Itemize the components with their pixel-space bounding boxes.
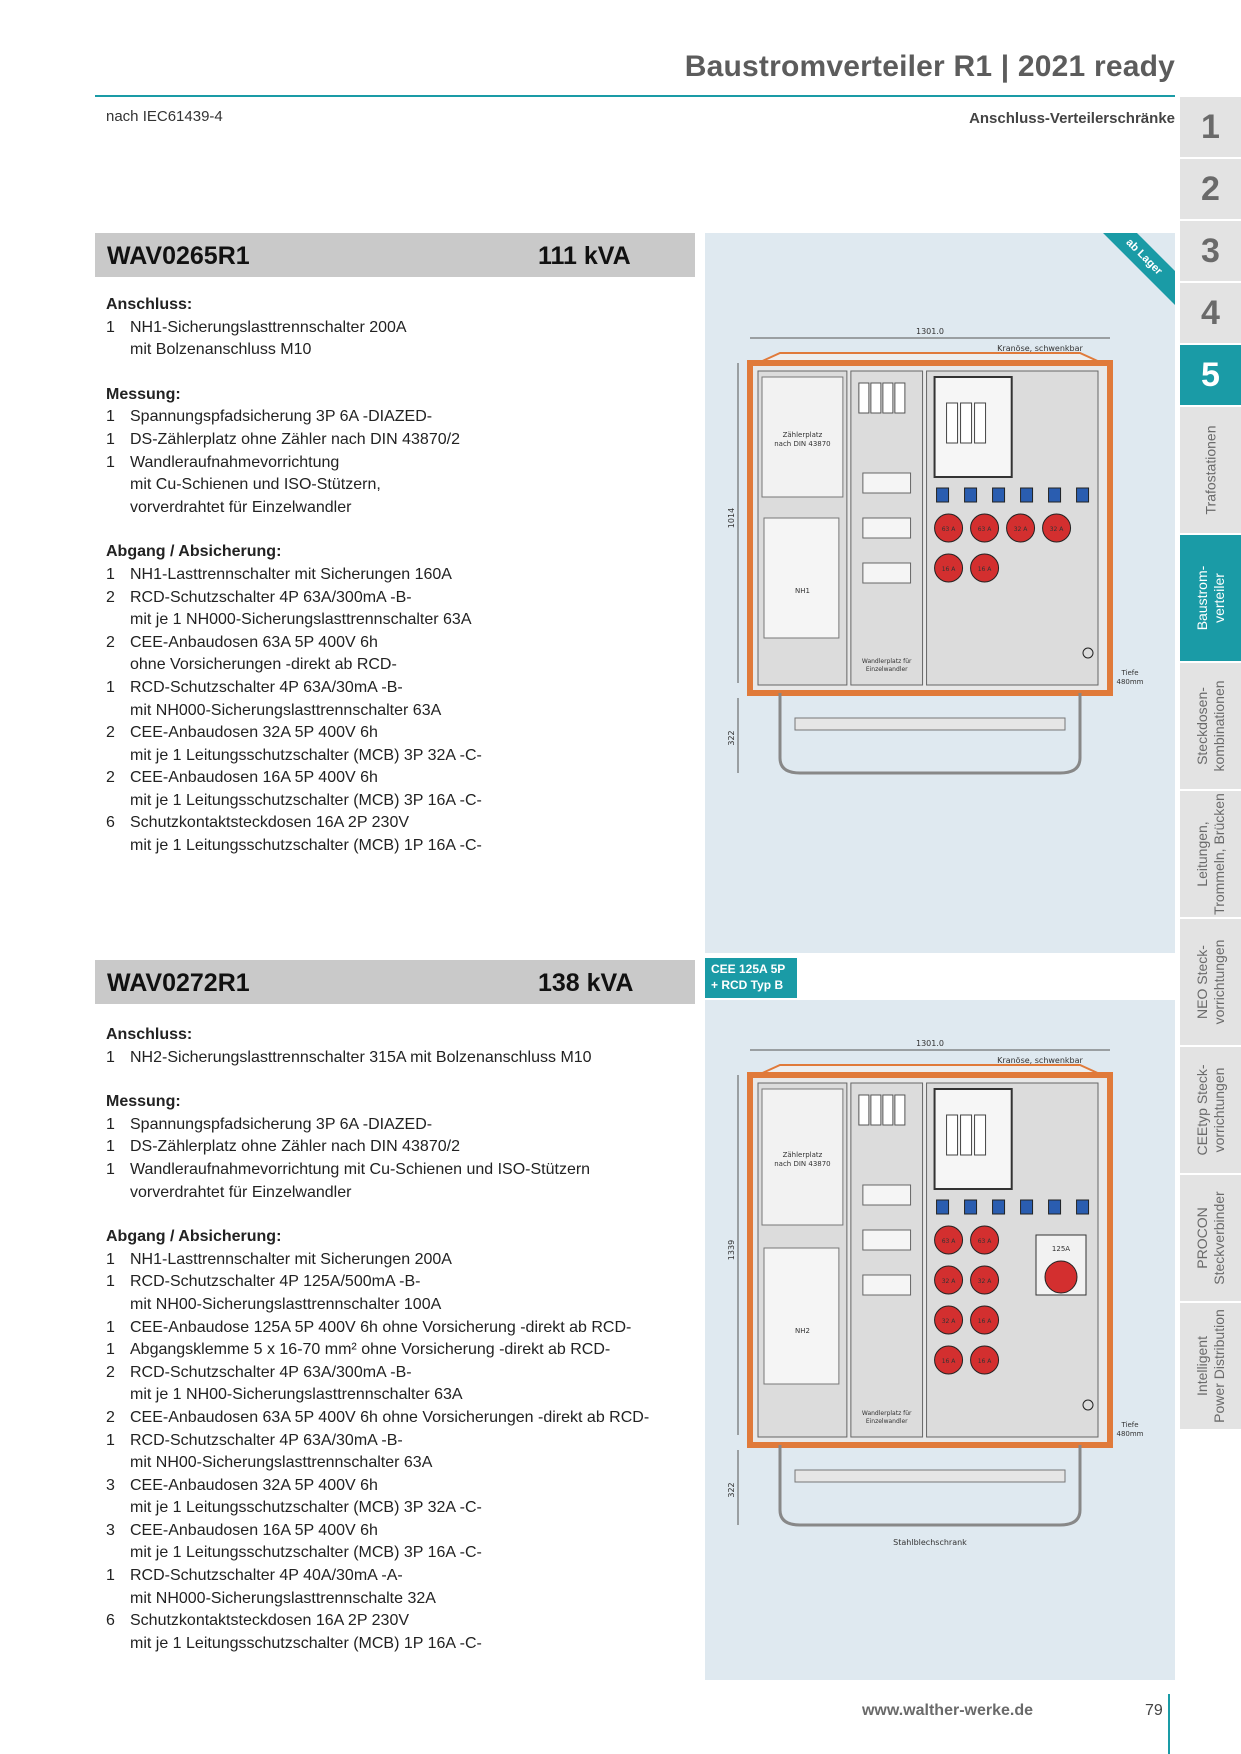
height-dimension-label: 1014	[727, 507, 736, 529]
spec-heading: Messung:	[106, 1093, 181, 1111]
base-dimension-label: 322	[727, 730, 736, 746]
spec-quantity: 2	[106, 588, 115, 606]
spec-text: CEE-Anbaudosen 32A 5P 400V 6h mit je 1 Leitungsschutzschalter (MCB) 3P 32A -C-	[130, 724, 482, 764]
spec-text: CEE-Anbaudosen 63A 5P 400V 6h ohne Vorsicherungen -direkt ab RCD-	[130, 1408, 650, 1426]
width-dimension-label: 1301.0	[916, 327, 944, 336]
cabinet-stand	[780, 693, 1080, 773]
cee-socket-label: 63 A	[977, 526, 992, 533]
spec-item	[106, 1475, 686, 1520]
spec-item	[106, 1047, 686, 1070]
mcb	[965, 1200, 977, 1214]
tab-intelligent-power[interactable]: Intelligent Power Distribution	[1180, 1303, 1241, 1431]
header-rule	[95, 95, 1175, 97]
breaker	[975, 403, 986, 443]
breaker	[961, 403, 972, 443]
spec-text: CEE-Anbaudose 125A 5P 400V 6h ohne Vorsicherung -direkt ab RCD-	[130, 1318, 632, 1336]
breaker	[947, 403, 958, 443]
spec-quantity: 1	[106, 1567, 115, 1585]
spec-text: NH2-Sicherungslasttrennschalter 315A mit Bolzenanschluss M10	[130, 1048, 592, 1066]
spec-item	[106, 1610, 686, 1655]
transformer-space-label: Einzelwandler	[865, 666, 908, 673]
cee-125a-socket-label: 125A	[1051, 1245, 1071, 1253]
cee-socket-label: 16 A	[941, 566, 956, 573]
spec-item	[106, 722, 686, 767]
width-dimension-label: 1301.0	[916, 1039, 944, 1048]
spec-text: RCD-Schutzschalter 4P 63A/30mA -B- mit NH00-Sicherungslasttrennschalter 63A	[130, 1431, 433, 1472]
mcb	[993, 488, 1005, 502]
spec-item	[106, 317, 686, 362]
spec-text: DS-Zählerplatz ohne Zähler nach DIN 43870/2	[130, 430, 460, 448]
cee-socket-label: 16 A	[977, 1358, 992, 1365]
tab-baustromverteiler[interactable]: Baustrom- verteiler	[1180, 535, 1241, 663]
spec-text: RCD-Schutzschalter 4P 63A/30mA -B- mit NH000-Sicherungslasttrennschalter 63A	[130, 678, 442, 719]
fuse-module	[895, 1095, 905, 1125]
spec-text: Schutzkontaktsteckdosen 16A 2P 230V mit je 1 Leitungsschutzschalter (MCB) 1P 16A -C-	[130, 814, 482, 855]
stock-ribbon: ab Lager	[1090, 233, 1175, 311]
spec-item	[106, 1136, 686, 1159]
section-title: Anschluss-Verteilerschränke	[969, 110, 1175, 127]
depth-label: Tiefe	[1121, 1421, 1139, 1429]
nh-switch-label: NH2	[794, 1327, 810, 1335]
spec-text: Wandleraufnahmevorrichtung mit Cu-Schienen und ISO-Stützern vorverdrahtet für Einzelwandler	[130, 1160, 591, 1201]
spec-item	[106, 452, 686, 520]
current-transformer	[863, 563, 911, 583]
spec-item	[106, 406, 686, 429]
depth-label: Tiefe	[1121, 669, 1139, 677]
spec-text: CEE-Anbaudosen 63A 5P 400V 6h ohne Vorsicherungen -direkt ab RCD-	[130, 633, 397, 674]
spec-heading: Abgang / Absicherung:	[106, 1228, 282, 1246]
spec-quantity: 1	[106, 430, 115, 448]
product-code: WAV0272R1	[107, 969, 250, 997]
spec-quantity: 2	[106, 724, 115, 742]
spec-item	[106, 812, 686, 857]
mcb	[993, 1200, 1005, 1214]
cee-socket-label: 16 A	[977, 566, 992, 573]
spec-item	[106, 1249, 686, 1272]
spec-text: Spannungspfadsicherung 3P 6A -DIAZED-	[130, 408, 433, 426]
fuse-module	[895, 383, 905, 413]
tab-leitungen[interactable]: Leitungen, Trommeln, Brücken	[1180, 791, 1241, 919]
spec-item	[106, 1317, 686, 1340]
spec-item	[106, 1430, 686, 1475]
cabinet-compartment	[851, 1083, 923, 1437]
transformer-space-label: Einzelwandler	[865, 1418, 908, 1425]
feature-badge: CEE 125A 5P + RCD Typ B	[705, 958, 797, 998]
spec-item	[106, 1565, 686, 1610]
meter-space-label: nach DIN 43870	[774, 1160, 831, 1168]
mcb	[937, 1200, 949, 1214]
spec-quantity: 1	[106, 565, 115, 583]
crane-eyelet-label: Kranöse, schwenkbar	[997, 344, 1083, 353]
current-transformer	[863, 1230, 911, 1250]
spec-text: RCD-Schutzschalter 4P 63A/300mA -B- mit je 1 NH00-Sicherungslasttrennschalter 63A	[130, 1363, 463, 1404]
product-drawing-2	[705, 1000, 1175, 1680]
fuse-module	[859, 383, 869, 413]
base-plate	[795, 718, 1065, 730]
tab-chapter-2[interactable]: 2	[1180, 159, 1241, 221]
standard-note: nach IEC61439-4	[106, 108, 223, 125]
mcb	[1049, 1200, 1061, 1214]
product-code: WAV0265R1	[107, 242, 250, 270]
cee-socket-label: 16 A	[977, 1318, 992, 1325]
spacer	[106, 519, 686, 541]
spec-text: NH1-Lasttrennschalter mit Sicherungen 200A	[130, 1250, 452, 1268]
spec-item	[106, 1271, 686, 1316]
spec-item	[106, 1520, 686, 1565]
cee-socket-label: 63 A	[977, 1238, 992, 1245]
base-dimension-label: 322	[727, 1482, 736, 1498]
tab-neo-steckvorrichtungen[interactable]: NEO Steck- vorrichtungen	[1180, 919, 1241, 1047]
spec-text: RCD-Schutzschalter 4P 40A/30mA -A- mit NH000-Sicherungslasttrennschalte 32A	[130, 1567, 436, 1607]
product-spec-2	[106, 1024, 686, 1655]
base-plate	[795, 1470, 1065, 1482]
transformer-space-label: Wandlerplatz für	[861, 1410, 912, 1417]
spec-heading: Anschluss:	[106, 296, 193, 313]
cee-socket-label: 32 A	[941, 1318, 956, 1325]
breaker	[975, 1115, 986, 1155]
cabinet-schematic	[705, 233, 1175, 953]
spec-quantity: 1	[106, 453, 115, 471]
spec-item	[106, 1114, 686, 1137]
spacer	[106, 1204, 686, 1226]
spec-quantity: 1	[106, 408, 115, 426]
fuse-module	[883, 383, 893, 413]
spec-item	[106, 677, 686, 722]
mcb	[1077, 488, 1089, 502]
mcb	[1049, 488, 1061, 502]
fuse-module	[871, 1095, 881, 1125]
tab-steckdosenkombinationen[interactable]: Steckdosen- kombinationen	[1180, 663, 1241, 791]
spacer	[106, 362, 686, 384]
current-transformer	[863, 518, 911, 538]
spec-heading: Abgang / Absicherung:	[106, 543, 282, 561]
product-power: 111 kVA	[538, 242, 631, 270]
spec-quantity: 1	[106, 1318, 115, 1336]
spec-text: RCD-Schutzschalter 4P 63A/300mA -B- mit je 1 NH000-Sicherungslasttrennschalter 63A	[130, 588, 472, 629]
nh-switch	[764, 1248, 839, 1384]
spec-quantity: 3	[106, 1521, 115, 1539]
tab-procon-steckverbinder[interactable]: PROCON Steckverbinder	[1180, 1175, 1241, 1303]
spec-quantity: 3	[106, 1476, 115, 1494]
tab-chapter-5[interactable]: 5	[1180, 345, 1241, 407]
spec-quantity: 1	[106, 1273, 115, 1291]
spec-item	[106, 564, 686, 587]
current-transformer	[863, 473, 911, 493]
spec-quantity: 1	[106, 1115, 115, 1133]
cee-socket-label: 32 A	[941, 1278, 956, 1285]
spec-text: Abgangsklemme 5 x 16-70 mm² ohne Vorsicherung -direkt ab RCD-	[130, 1341, 611, 1359]
cee-socket-label: 32 A	[977, 1278, 992, 1285]
product-spec-1	[106, 294, 686, 858]
cee-socket-label: 32 A	[1013, 526, 1028, 533]
tab-trafostationen[interactable]: Trafostationen	[1180, 407, 1241, 535]
spec-quantity: 2	[106, 1363, 115, 1381]
tab-chapter-4[interactable]: 4	[1180, 283, 1241, 345]
mcb	[1077, 1200, 1089, 1214]
tab-chapter-1[interactable]: 1	[1180, 97, 1241, 159]
spec-quantity: 6	[106, 1612, 115, 1630]
spec-text: Schutzkontaktsteckdosen 16A 2P 230V mit je 1 Leitungsschutzschalter (MCB) 1P 16A -C-	[130, 1612, 482, 1652]
footer-rule	[1168, 1694, 1170, 1754]
spec-text: Spannungspfadsicherung 3P 6A -DIAZED-	[130, 1115, 433, 1133]
spec-quantity: 1	[106, 1160, 115, 1178]
spec-text: DS-Zählerplatz ohne Zähler nach DIN 43870/2	[130, 1138, 460, 1156]
spec-item	[106, 1159, 686, 1204]
transformer-space-label: Wandlerplatz für	[861, 658, 912, 665]
spec-text: CEE-Anbaudosen 16A 5P 400V 6h mit je 1 Leitungsschutzschalter (MCB) 3P 16A -C-	[130, 769, 482, 809]
spec-item	[106, 767, 686, 812]
spec-item	[106, 587, 686, 632]
cee-125a-socket-body	[1045, 1261, 1077, 1293]
tab-chapter-3[interactable]: 3	[1180, 221, 1241, 283]
spec-item	[106, 1339, 686, 1362]
spec-item	[106, 632, 686, 677]
page-title: Baustromverteiler R1 | 2021 ready	[684, 50, 1175, 83]
nh-switch	[764, 518, 839, 638]
spec-quantity: 1	[106, 1250, 115, 1268]
fuse-module	[871, 383, 881, 413]
spec-quantity: 1	[106, 1341, 115, 1359]
fuse-module	[859, 1095, 869, 1125]
spec-quantity: 2	[106, 769, 115, 787]
spec-quantity: 6	[106, 814, 115, 832]
cee-socket-label: 16 A	[941, 1358, 956, 1365]
depth-label: 480mm	[1116, 678, 1144, 686]
current-transformer	[863, 1275, 911, 1295]
spec-heading: Messung:	[106, 385, 181, 403]
spec-quantity: 1	[106, 1138, 115, 1156]
mcb	[1021, 1200, 1033, 1214]
spec-quantity: 1	[106, 318, 115, 336]
breaker	[961, 1115, 972, 1155]
product-header-1	[95, 233, 695, 277]
spec-text: NH1-Lasttrennschalter mit Sicherungen 160A	[130, 565, 452, 583]
nh-switch-label: NH1	[794, 587, 810, 595]
meter-space-label: Zählerplatz	[782, 431, 823, 439]
cabinet-stand	[780, 1445, 1080, 1525]
meter-space-label: Zählerplatz	[782, 1151, 823, 1159]
cee-socket-label: 32 A	[1049, 526, 1064, 533]
spec-text: Wandleraufnahmevorrichtung mit Cu-Schienen und ISO-Stützern, vorverdrahtet für Einzelwandler	[130, 453, 381, 516]
spec-item	[106, 1407, 686, 1430]
cabinet-schematic	[705, 1000, 1175, 1680]
chapter-tabs	[1180, 97, 1241, 1431]
current-transformer	[863, 1185, 911, 1205]
page-number: 79	[1145, 1702, 1163, 1719]
cabinet-label: Stahlblechschrank	[893, 1538, 967, 1547]
spec-heading: Anschluss:	[106, 1026, 193, 1043]
spec-item	[106, 1362, 686, 1407]
meter-space-label: nach DIN 43870	[774, 440, 831, 448]
mcb	[1021, 488, 1033, 502]
mcb	[965, 488, 977, 502]
spec-text: CEE-Anbaudosen 32A 5P 400V 6h mit je 1 Leitungsschutzschalter (MCB) 3P 32A -C-	[130, 1476, 482, 1517]
spec-quantity: 1	[106, 1431, 115, 1449]
product-drawing-1	[705, 233, 1175, 953]
tab-ceetyp-steckvorrichtungen[interactable]: CEEtyp Steck- vorrichtungen	[1180, 1047, 1241, 1175]
spec-quantity: 1	[106, 678, 115, 696]
crane-eyelet-label: Kranöse, schwenkbar	[997, 1056, 1083, 1065]
spec-text: NH1-Sicherungslasttrennschalter 200A mit Bolzenanschluss M10	[130, 318, 407, 359]
spec-quantity: 1	[106, 1048, 115, 1066]
product-power: 138 kVA	[538, 969, 634, 997]
cee-socket-label: 63 A	[941, 1238, 956, 1245]
fuse-module	[883, 1095, 893, 1125]
spec-text: CEE-Anbaudosen 16A 5P 400V 6h mit je 1 Leitungsschutzschalter (MCB) 3P 16A -C-	[130, 1521, 482, 1562]
spacer	[106, 1069, 686, 1091]
breaker	[947, 1115, 958, 1155]
spec-item	[106, 429, 686, 452]
mcb	[937, 488, 949, 502]
cee-socket-label: 63 A	[941, 526, 956, 533]
height-dimension-label: 1339	[727, 1239, 736, 1261]
depth-label: 480mm	[1116, 1430, 1144, 1438]
spec-quantity: 2	[106, 633, 115, 651]
spec-quantity: 2	[106, 1408, 115, 1426]
spec-text: RCD-Schutzschalter 4P 125A/500mA -B- mit NH00-Sicherungslasttrennschalter 100A	[130, 1273, 442, 1313]
product-header-2	[95, 960, 695, 1004]
footer-url[interactable]: www.walther-werke.de	[861, 1702, 1033, 1719]
